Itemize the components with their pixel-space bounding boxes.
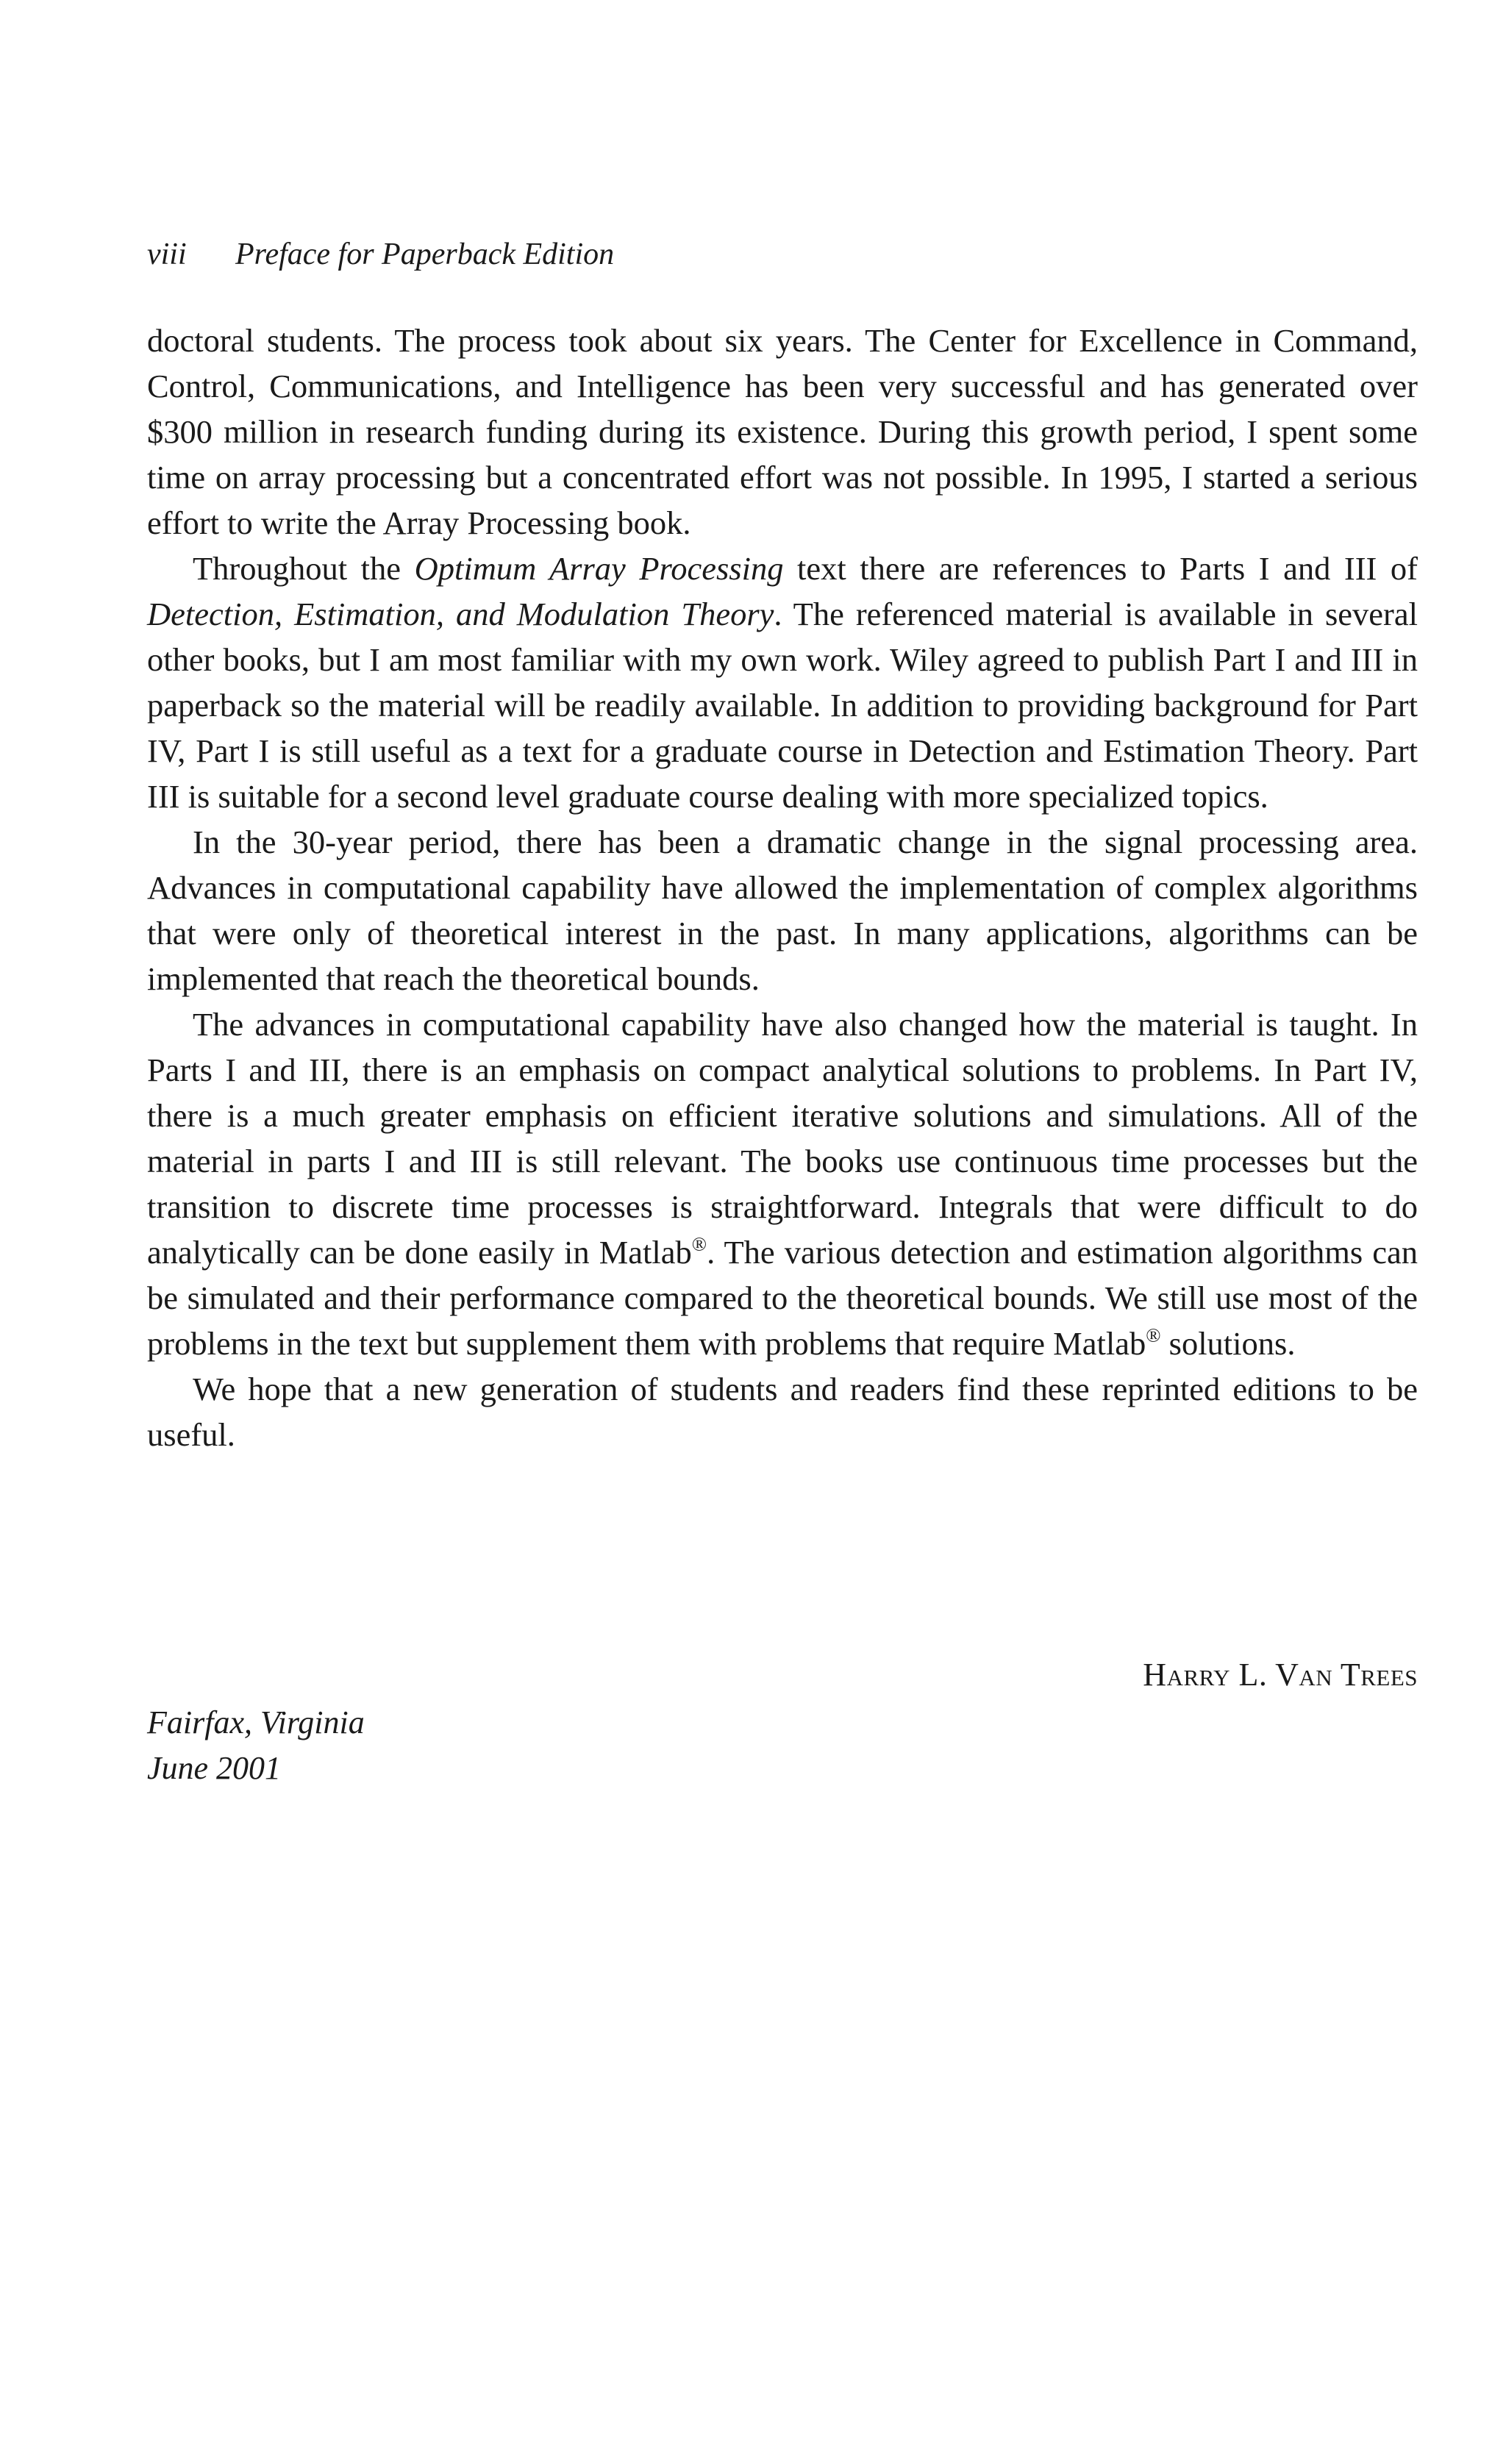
- place: Fairfax, Virginia: [147, 1704, 365, 1740]
- running-head-title: Preface for Paperback Edition: [235, 238, 615, 271]
- running-head: [147, 232, 614, 276]
- paragraph: [147, 546, 1418, 819]
- registered-mark: ®: [1146, 1324, 1161, 1346]
- text-run: The advances in computational capability have also changed how the material is taught. In Parts I and III, there is an emphasis on compact analytical solutions to problems. In Part IV, there is a much greater emphasis on efficient iterative solutions and simulations. All of the material in parts I and III is still relevant. The books use continuous time processes but the transition to discrete time processes is straightforward. Integrals that were difficult to do analytically can be done easily in Matlab: [147, 1006, 1418, 1271]
- text-run: doctoral students. The process took about six years. The Center for Excellence in Command, Control, Communications, and Intelligence has been very successful and has generated over $300 million in research funding during its existence. During this growth period, I spent some time on array processing but a concentrated effort was not possible. In 1995, I started a serious effort to write the Array Processing book.: [147, 322, 1418, 541]
- italic-title: Detection, Estimation, and Modulation Theory: [147, 596, 774, 632]
- body-text: [147, 318, 1418, 1457]
- page-number: viii: [147, 238, 187, 271]
- text-run: . The various detection and estimation algorithms can be simulated and their performance compared to the theoretical bounds. We still use most of the problems in the text but supplement them with problems that require Matlab: [147, 1234, 1418, 1362]
- author-signature: Harry L. Van Trees: [1143, 1657, 1418, 1693]
- text-run: solutions.: [1160, 1325, 1296, 1362]
- registered-mark: ®: [691, 1232, 707, 1255]
- text-run: text there are references to Parts I and III of: [783, 550, 1418, 587]
- text-run: We hope that a new generation of students and readers find these reprinted editions to be useful.: [147, 1371, 1418, 1453]
- text-run: In the 30-year period, there has been a dramatic change in the signal processing area. Advances in computational capability have allowed the implementation of complex algorithms that were only of theoretical interest in the past. In many applications, algorithms can be implemented that reach the theoretical bounds.: [147, 824, 1418, 997]
- date: June 2001: [147, 1750, 282, 1786]
- text-run: . The referenced material is available in several other books, but I am most familiar with my own work. Wiley agreed to publish Part I and III in paperback so the material will be readily available. In addition to providing background for Part IV, Part I is still useful as a text for a graduate course in Detection and Estimation Theory. Part III is suitable for a second level graduate course dealing with more specialized topics.: [147, 596, 1418, 815]
- paragraph: [147, 318, 1418, 546]
- paragraph: [147, 1001, 1418, 1366]
- italic-title: Optimum Array Processing: [414, 550, 784, 587]
- place-date-block: [147, 1700, 365, 1791]
- text-run: Throughout the: [193, 550, 415, 587]
- paragraph: [147, 819, 1418, 1001]
- paragraph: [147, 1366, 1418, 1457]
